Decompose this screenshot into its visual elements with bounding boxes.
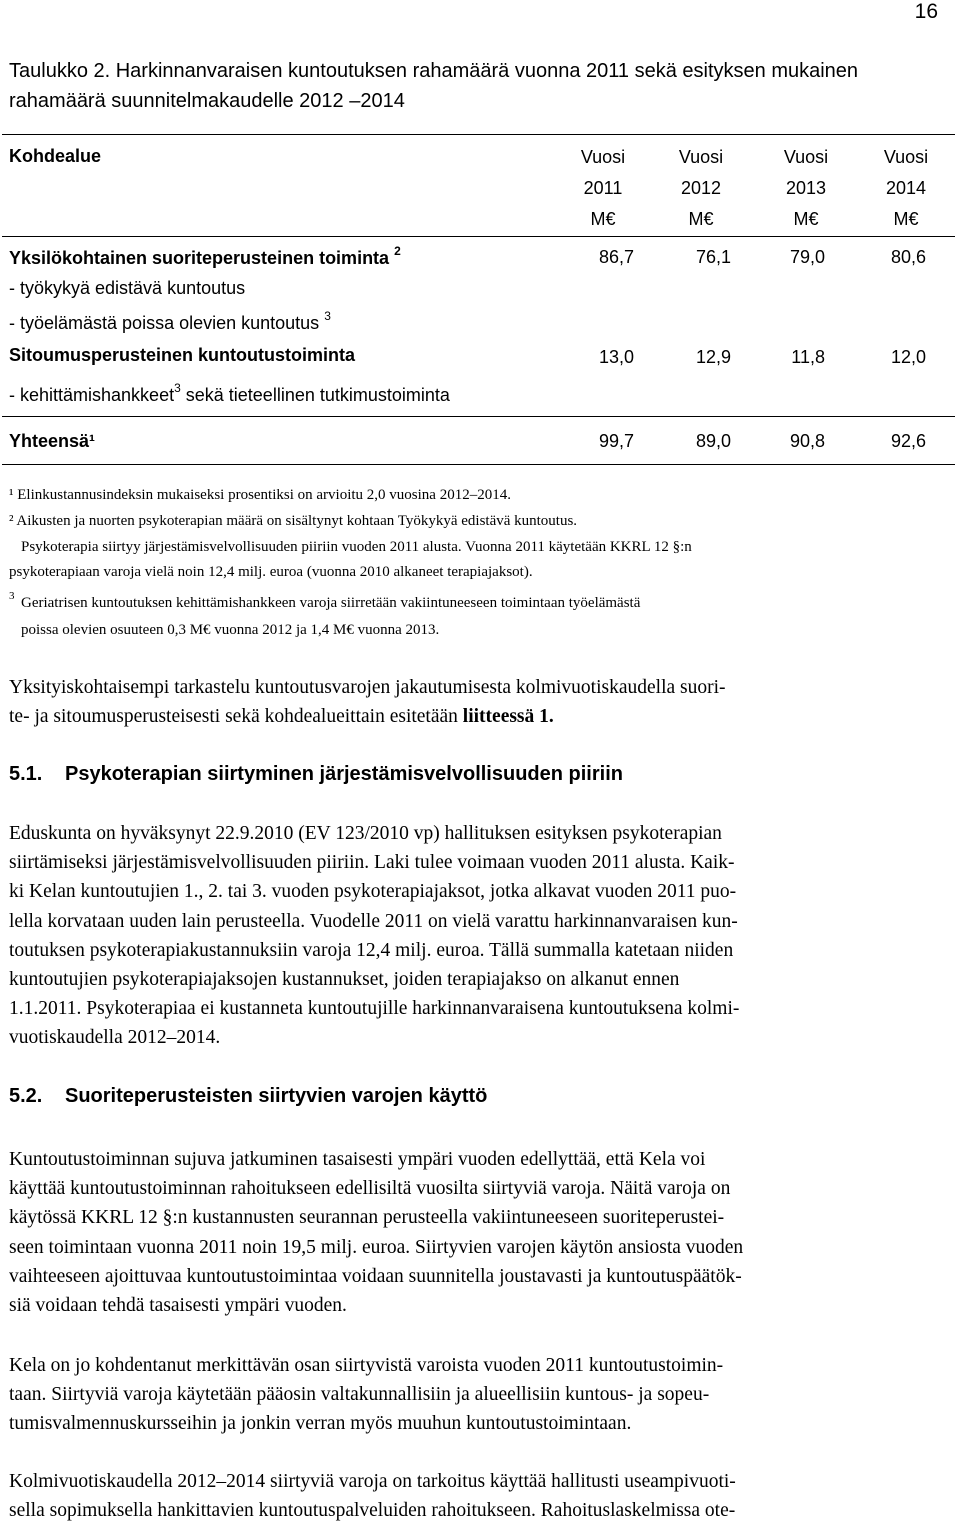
column-header-area: Kohdealue xyxy=(9,146,102,166)
row1-label: Yksilökohtainen suoriteperusteinen toiminta $^2$ xyxy=(9,244,401,268)
row1-value-2014: 80,6 xyxy=(890,247,926,267)
row2-value-2014: 12,0 xyxy=(890,347,926,367)
footnote-2-line3: psykoterapiaan varoja vielä noin 12,4 milj. euroa (vuonna 2010 alkaneet terapiajaksot). xyxy=(9,564,533,580)
total-value-2012: 89,0 xyxy=(695,431,731,451)
footnote-3-line1: Geriatrisen kuntoutuksen kehittämishankkeen varoja siirretään vakiintuneeseen toimintaan työelämästä xyxy=(21,595,641,611)
footnote-2-line2: Psykoterapia siirtyy järjestämisvelvollisuuden piiriin vuoden 2011 alusta. Vuonna 2011 käytetään KKRL 12 §:n xyxy=(21,539,692,555)
intro-paragraph: Yksityiskohtaisempi tarkastelu kuntoutusvarojen jakautumisesta kolmivuotiskaudella suori- te- ja sitoumusperusteisesti sekä kohdealueittain esitetään liitteessä 1. xyxy=(9,677,726,728)
table-caption-line2: rahamäärä suunnitelmakaudelle 2012 –2014 xyxy=(9,90,405,112)
row1-value-2011: 86,7 xyxy=(598,247,634,267)
row2-label: Sitoumusperusteinen kuntoutustoiminta xyxy=(9,345,356,365)
row1-value-2013: 79,0 xyxy=(789,247,825,267)
table-caption-line1: Taulukko 2. Harkinnanvaraisen kuntoutuksen rahamäärä vuonna 2011 sekä esityksen mukainen xyxy=(9,60,859,82)
column-header-2014: Vuosi 2014 M€ xyxy=(883,147,929,229)
column-header-2011: Vuosi 2011 M€ xyxy=(580,147,626,229)
row2-value-2011: 13,0 xyxy=(598,347,634,367)
row2-sub1: - kehittämishankkeet$^3$ sekä tieteellinen tutkimustoiminta xyxy=(9,381,450,405)
footnote-1: ¹ Elinkustannusindeksin mukaiseksi prosentiksi on arvioitu 2,0 vuosina 2012–2014. xyxy=(9,487,511,503)
section-5-1-paragraph: Eduskunta on hyväksynyt 22.9.2010 (EV 123/2010 vp) hallituksen esityksen psykoterapian siirtämiseksi järjestämisvelvollisuuden piiriin. Laki tulee voimaan vuoden 2011 alusta. Kaik- ki Kelan kuntoutujien 1., 2. tai 3. vuoden psykoterapiajaksot, jotka alkavat vuoden 2011 puo- lella korvataan uuden lain perusteella. Vuodelle 2011 on vielä varattu harkinnanvaraisen kun- toutuksen psykoterapiakustannuksiin varoja 12,4 milj. euroa. Tällä summalla katetaan niiden kuntoutujien psykoterapiajaksojen kustannukset, joiden terapiajakso on alkanut ennen 1.1.2011. Psykoterapiaa ei kustanneta kuntoutujille harkinnanvaraisena kuntoutuksena kolmi- vuotiskaudella 2012–2014. xyxy=(9,823,740,1049)
table-total-rule xyxy=(2,416,955,417)
total-value-2014: 92,6 xyxy=(890,431,926,451)
section-5-2-paragraph-3: Kolmivuotiskaudella 2012–2014 siirtyviä varoja on tarkoitus käyttää hallitusti useampivuoti- sella sopimuksella hankittavien kuntoutuspalveluiden rahoitukseen. Rahoituslaskelmissa ote- xyxy=(9,1471,736,1522)
row1-value-2012: 76,1 xyxy=(695,247,731,267)
footnote-3-mark: 3 xyxy=(9,590,15,602)
appendix-reference: liitteessä 1. xyxy=(462,706,554,728)
row2-value-2013: 11,8 xyxy=(791,347,825,367)
section-5-1-heading: 5.1. Psykoterapian siirtyminen järjestämisvelvollisuuden piiriin xyxy=(9,763,623,785)
row1-sub1: - työkykyä edistävä kuntoutus xyxy=(9,278,246,298)
section-5-2-paragraph-1: Kuntoutustoiminnan sujuva jatkuminen tasaisesti ympäri vuoden edellyttää, että Kela voi käyttää kuntoutustoiminnan rahoitukseen edellisiltä vuosilta siirtyviä varoja. Näitä varoja on käytössä KKRL 12 §:n kustannusten seurannan perusteella vakiintuneeseen suoriteperustei- seen toimintaan vuonna 2011 noin 19,5 milj. euroa. Siirtyvien varojen käytön ansiosta vuoden vaihteeseen ajoittuvaa kuntoutustoimintaa voidaan suunnitella joustavasti ja kuntoutuspäätök- siä voidaan tehdä tasaisesti ympäri vuoden. xyxy=(9,1149,744,1317)
section-5-2-heading: 5.2. Suoriteperusteisten siirtyvien varojen käyttö xyxy=(9,1085,488,1107)
total-label: Yhteensä¹ xyxy=(9,431,96,451)
total-value-2011: 99,7 xyxy=(598,431,634,451)
row1-sub2: - työelämästä poissa olevien kuntoutus $^3$ xyxy=(9,309,331,333)
column-header-2012: Vuosi 2012 M€ xyxy=(678,147,724,229)
footnote-2-line1: ² Aikusten ja nuorten psykoterapian määrä on sisältynyt kohtaan Työkykyä edistävä kuntoutus. xyxy=(9,513,578,529)
row2-value-2012: 12,9 xyxy=(695,347,731,367)
total-value-2013: 90,8 xyxy=(789,431,825,451)
table-header-rule xyxy=(2,236,955,237)
column-header-2013: Vuosi 2013 M€ xyxy=(783,147,829,229)
footnote-3-line2: poissa olevien osuuteen 0,3 M€ vuonna 2012 ja 1,4 M€ vuonna 2013. xyxy=(21,622,440,638)
section-5-2-paragraph-2: Kela on jo kohdentanut merkittävän osan siirtyvistä varoista vuoden 2011 kuntoutustoimin- taan. Siirtyviä varoja käytetään pääosin valtakunnallisiin ja alueellisiin kuntous- ja sopeu- tumisvalmennuskursseihin ja jonkin verran myös muuhun kuntoutustoimintaan. xyxy=(9,1355,724,1435)
table-bottom-rule xyxy=(2,464,955,465)
page-number: 16 xyxy=(914,0,938,23)
table-top-rule xyxy=(2,134,955,135)
